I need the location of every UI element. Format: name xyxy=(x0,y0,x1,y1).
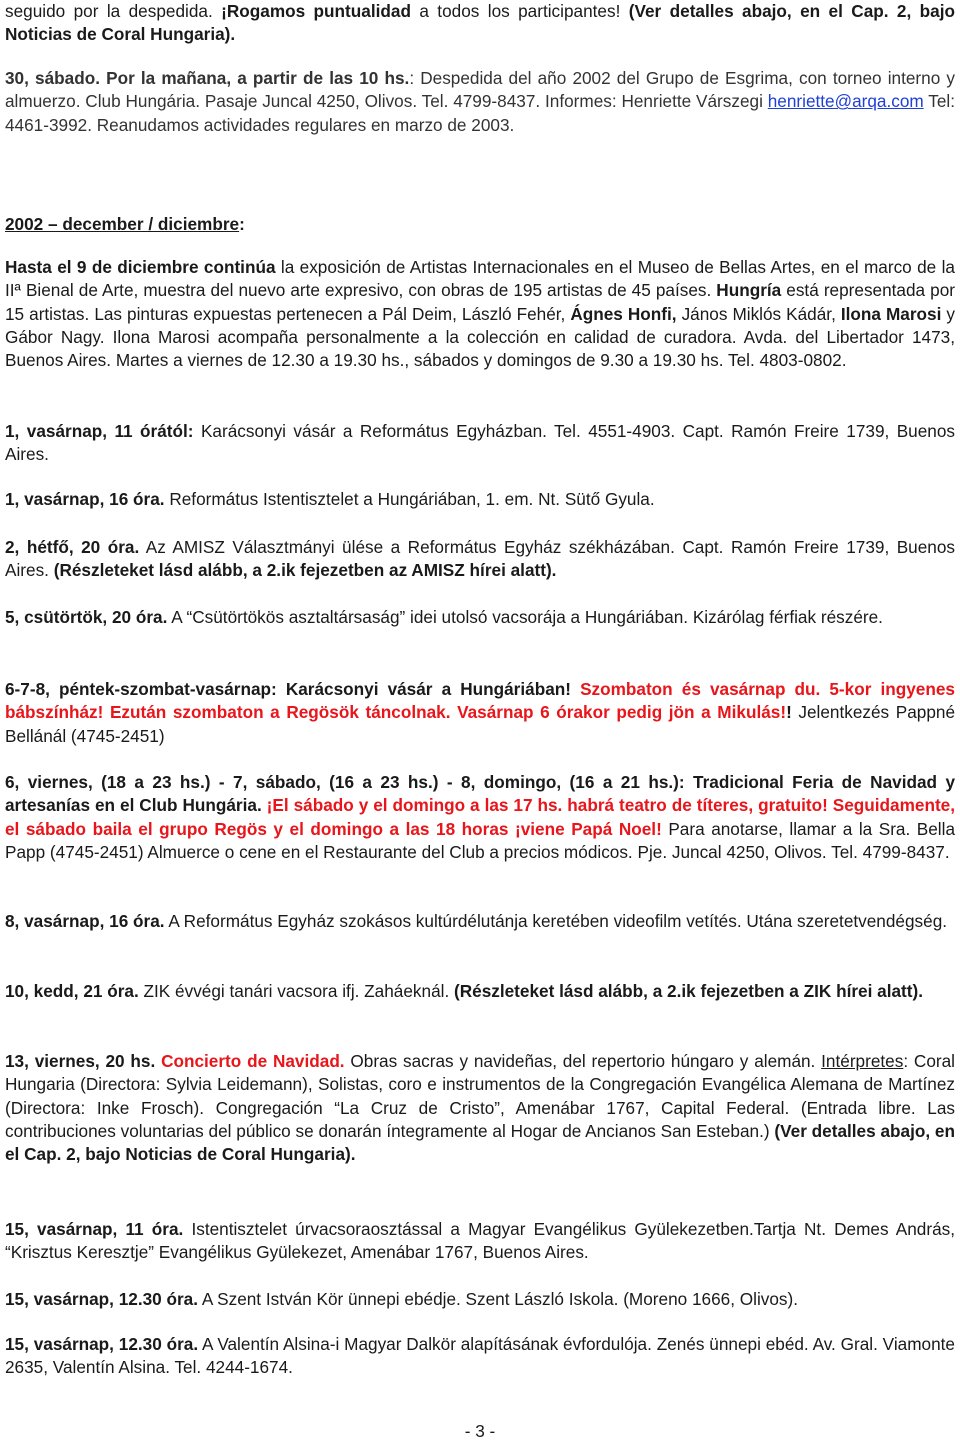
page-number: - 3 - xyxy=(464,1421,496,1441)
entry-dec-15-lunch: 15, vasárnap, 12.30 óra. A Szent István Kör ünnepi ebédje. Szent László Iskola. (Moreno 1666, Olivos). xyxy=(5,1289,799,1309)
entry-dec-1-fair: 1, vasárnap, 11 órától: Karácsonyi vásár a Református Egyházban. Tel. 4551-4903. Capt. Ramón Freire 1739, Buenos Aires. xyxy=(5,421,955,465)
entry-dec-2-meeting: 2, hétfő, 20 óra. Az AMISZ Választmányi ülése a Református Egyház székházában. Capt. Ramón Freire 1739, Buenos Aires. (Részleteket lásd alább, a 2.ik fejezetben az AMISZ hírei alatt). xyxy=(5,537,955,581)
entry-exhibition: Hasta el 9 de diciembre continúa la exposición de Artistas Internacionales en el Museo de Bellas Artes, en el marco de la IIª Bienal de Arte, muestra del nuevo arte expresivo, con obras de 195 artistas de 45 países. Hungría está representada por 15 artistas. Las pinturas expuestas pertenecen a Pál Deim, László Fehér, Ágnes Honfi, János Miklós Kádár, Ilona Marosi y Gábor Nagy. Ilona Marosi acompaña personalmente a la colección en calidad de curadora. Avda. del Libertador 1473, Buenos Aires. Martes a viernes de 12.30 a 19.30 hs., sábados y domingos de 9.30 a 19.30 hs. Tel. 4803-0802. xyxy=(5,257,956,371)
entry-dec-6-8-hu: 6-7-8, péntek-szombat-vasárnap: Karácsonyi vásár a Hungáriában! Szombaton és vasárnap du. 5-kor ingyenes bábszínház! Ezután szombaton a Regösök táncolnak. Vasárnap 6 órakor pedig jön a Mikulás!! Jelentkezés Pappné Bellánál (4745-2451) xyxy=(5,679,955,746)
section-heading: 2002 – december / diciembre: xyxy=(5,214,245,234)
intro-paragraph-2: 30, sábado. Por la mañana, a partir de las 10 hs.: Despedida del año 2002 del Grupo de Esgrima, con torneo interno y almuerzo. Club Hungária. Pasaje Juncal 4250, Olivos. Tel. 4799-8437. Informes: Henriette Várszegi henriette@arqa.com Tel: 4461-3992. Reanudamos actividades regulares en marzo de 2003. xyxy=(5,68,955,135)
entry-dec-6-8-es: 6, viernes, (18 a 23 hs.) - 7, sábado, (16 a 23 hs.) - 8, domingo, (16 a 21 hs.): Tradicional Feria de Navidad y artesanías en el Club Hungária. ¡El sábado y el domingo a las 17 hs. habrá teatro de títeres, gratuito! Seguidamente, el sábado baila el grupo Regös y el domingo a las 18 horas ¡viene Papá Noel! Para anotarse, llamar a la Sra. Bella Papp (4745-2451) Almuerce o cene en el Restaurante del Club a precios módicos. Pje. Juncal 4250, Olivos. Tel. 4799-8437. xyxy=(5,772,956,862)
entry-dec-1-service: 1, vasárnap, 16 óra. Református Istentisztelet a Hungáriában, 1. em. Nt. Sütő Gyula. xyxy=(5,489,655,509)
intro-paragraph-1: seguido por la despedida. ¡Rogamos puntualidad a todos los participantes! (Ver detalles abajo, en el Cap. 2, bajo Noticias de Coral Hungaria). xyxy=(5,1,955,45)
entry-dec-5-dinner: 5, csütörtök, 20 óra. A “Csütörtökös asztaltársaság” idei utolsó vacsorája a Hungáriában. Kizárólag férfiak részére. xyxy=(5,607,883,627)
entry-dec-8-film: 8, vasárnap, 16 óra. A Református Egyház szokásos kultúrdélutánja keretében videofilm vetítés. Utána szeretetvendégség. xyxy=(5,911,948,931)
entry-dec-15-service: 15, vasárnap, 11 óra. Istentisztelet úrvacsoraosztással a Magyar Evangélikus Gyülekezetben.Tartja Nt. Demes András, “Krisztus Keresztje” Evangélikus Gyülekezet, Amenábar 1767, Buenos Aires. xyxy=(5,1219,955,1263)
entry-dec-15-anniversary: 15, vasárnap, 12.30 óra. A Valentín Alsina-i Magyar Dalkör alapításának évfordulója. Zenés ünnepi ebéd. Av. Gral. Viamonte 2635, Valentín Alsina. Tel. 4244-1674. xyxy=(5,1334,955,1378)
email-link[interactable]: henriette@arqa.com xyxy=(767,91,924,112)
entry-dec-10-dinner: 10, kedd, 21 óra. ZIK évvégi tanári vacsora ifj. Zaháeknál. (Részleteket lásd alább, a 2.ik fejezetben a ZIK hírei alatt). xyxy=(5,981,923,1001)
entry-dec-13-concert: 13, viernes, 20 hs. Concierto de Navidad. Obras sacras y navideñas, del repertorio húngaro y alemán. Intérpretes: Coral Hungaria (Directora: Sylvia Leidemann), Solistas, coro e instrumentos de la Congregación Evangélica Alemana de Martínez (Directora: Inke Frosch). Congregación “La Cruz de Cristo”, Amenábar 1767, Capital Federal. (Entrada libre. Las contribuciones voluntarias del público se donarán íntegramente al Hogar de Ancianos San Esteban.) (Ver detalles abajo, en el Cap. 2, bajo Noticias de Coral Hungaria). xyxy=(5,1051,955,1165)
